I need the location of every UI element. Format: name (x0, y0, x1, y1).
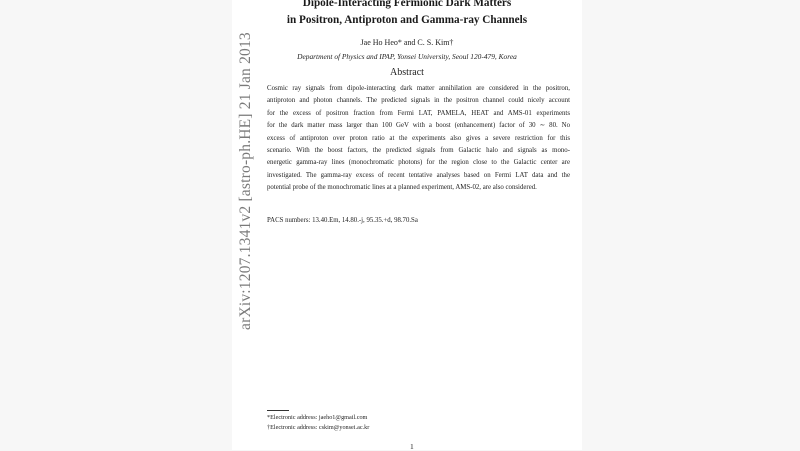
abstract-line: excess of antiproton over proton ratio at the experiments also gives a severe restriction for this (267, 134, 570, 142)
abstract-line: scenario. With the boost factors, the predicted signals from Galactic halo and signals as mono- (267, 147, 570, 155)
abstract-line: for the dark matter mass larger than 100 GeV with a boost (enhancement) factor of 30 ∼ 80. No (267, 122, 570, 130)
footnote-author-1-email: *Electronic address: jaeho1@gmail.com (267, 414, 368, 421)
abstract-line: energetic gamma-ray lines (monochromatic photons) for the region close to the Galactic center are (267, 159, 570, 167)
right-margin-background (582, 0, 800, 450)
paper-authors: Jae Ho Heo* and C. S. Kim† (360, 38, 454, 47)
page-number: 1 (410, 442, 414, 451)
abstract-line: Cosmic ray signals from dipole-interacting dark matter annihilation are considered in the positron, (267, 85, 570, 92)
abstract-line: potential probe of the monochromatic lines at a planned experiment, AMS-02, are also considered. (267, 184, 537, 192)
pacs-numbers: PACS numbers: 13.40.Em, 14.80.-j, 95.35.+d, 98.70.Sa (267, 217, 418, 224)
abstract-line: investigated. The gamma-ray excess of recent tentative analyses based on Fermi LAT data and the (267, 171, 570, 179)
paper-title-line-1: Dipole-Interacting Fermionic Dark Matters (302, 0, 512, 9)
abstract-heading: Abstract (390, 67, 424, 78)
paper-title-line-2: in Positron, Antiproton and Gamma-ray Channels (286, 14, 528, 26)
abstract-body (267, 83, 570, 195)
footnote-rule (267, 410, 289, 411)
paper-affiliation: Department of Physics and IPAP, Yonsei University, Seoul 120-479, Korea (297, 52, 517, 61)
left-margin-background (0, 0, 232, 450)
footnote-author-2-email: †Electronic address: cskim@yonsei.ac.kr (267, 424, 370, 431)
abstract-line: antiproton and photon channels. The predicted signals in the positron channel could nicely account (267, 97, 570, 105)
arxiv-identifier-stamp: arXiv:1207.1341v2 [astro-ph.HE] 21 Jan 2013 (237, 32, 254, 330)
abstract-line: for the excess of positron fraction from Fermi LAT, PAMELA, HEAT and AMS-01 experiments (267, 109, 570, 117)
